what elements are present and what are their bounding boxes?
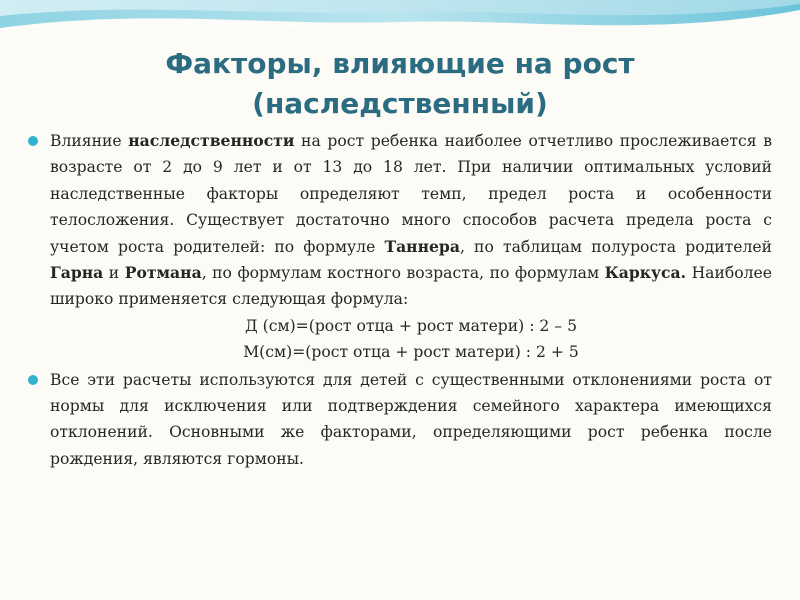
text-segment: на рост ребенка наиболее отчетливо прослеживается в возрасте от 2 до 9 лет и от 13 до 18 лет. При наличии оптимальных условий наследственные факторы определяют темп, предел роста и особенности телосложения. Существует достаточно много способов расчета предела роста с учетом роста родителей: по формуле: [50, 132, 772, 256]
text-segment: , по таблицам полуроста родителей: [459, 237, 772, 256]
slide-title-line1: Факторы, влияющие на рост: [165, 47, 635, 80]
text-segment: Влияние: [50, 132, 129, 150]
term-heredity: наследственности: [128, 131, 295, 150]
text-segment: и: [103, 264, 125, 283]
slide-body: [26, 128, 772, 472]
formula-girls: М(см)=(рост отца + рост матери) : 2 + 5: [243, 343, 579, 362]
bullet-paragraph: [50, 128, 772, 313]
slide-title: [40, 44, 760, 124]
term-rotman: Ротмана: [124, 263, 202, 283]
bullet-item-heredity: [26, 128, 772, 313]
bullet-circle-icon: [28, 136, 38, 146]
text-segment: Наиболее широко применяется следующая формула:: [50, 264, 772, 309]
bullet-circle-icon: [28, 375, 38, 385]
term-garn: Гарна: [50, 263, 104, 283]
bullet-paragraph: Все эти расчеты используются для детей с существенными отклонениями роста от нормы для исключения или подтверждения семейного характера имеющихся отклонений. Основными же факторами, определяющими рост ребенка после рождения, являются гормоны.: [50, 370, 772, 468]
term-karkus: Каркуса.: [604, 263, 687, 283]
formula-boys: Д (см)=(рост отца + рост матери) : 2 – 5: [245, 316, 577, 335]
slide-title-line2: (наследственный): [252, 87, 548, 120]
term-tanner: Таннера: [384, 236, 460, 256]
text-segment: , по формулам костного возраста, по формулам: [201, 264, 605, 283]
bullet-item-calculations: [26, 367, 772, 473]
